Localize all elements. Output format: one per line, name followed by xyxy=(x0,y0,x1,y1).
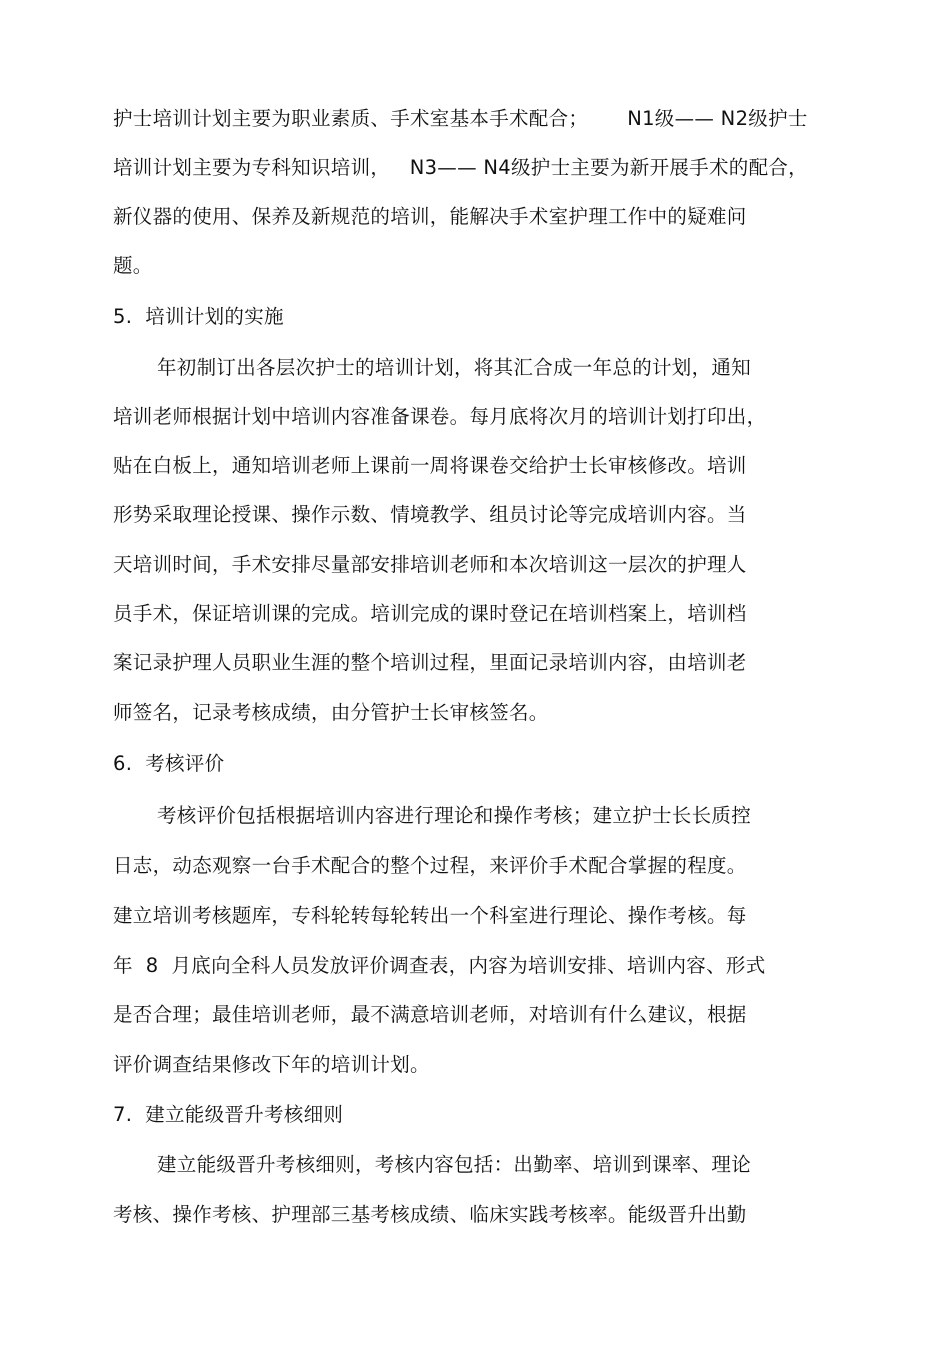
text-line: 建立能级晋升考核细则，考核内容包括：出勤率、培训到课率、理论 xyxy=(157,1153,752,1176)
text-line: 题。 xyxy=(113,254,153,277)
text-line: 培训老师根据计划中培训内容准备课卷。每月底将次月的培训计划打印出， xyxy=(113,405,767,428)
text-line: 年 8 月底向全科人员发放评价调查表，内容为培训安排、培训内容、形式 xyxy=(113,954,766,977)
text-line: 是否合理；最佳培训老师，最不满意培训老师，对培训有什么建议，根据 xyxy=(113,1003,747,1026)
section-heading: 6. 考核评价 xyxy=(113,752,225,775)
text-line: 员手术，保证培训课的完成。培训完成的课时登记在培训档案上，培训档 xyxy=(113,602,747,625)
text-line: 案记录护理人员职业生涯的整个培训过程，里面记录培训内容，由培训老 xyxy=(113,651,747,674)
text-line: 天培训时间，手术安排尽量部安排培训老师和本次培训这一层次的护理人 xyxy=(113,553,747,576)
text-line: 师签名，记录考核成绩，由分管护士长审核签名。 xyxy=(113,701,549,724)
section-heading: 5. 培训计划的实施 xyxy=(113,305,284,328)
text-line: 评价调查结果修改下年的培训计划。 xyxy=(113,1053,430,1076)
text-line: 培训计划主要为专科知识培训， N3—— N4级护士主要为新开展手术的配合， xyxy=(113,156,808,179)
text-line: 建立培训考核题库，专科轮转每轮转出一个科室进行理论、操作考核。每 xyxy=(113,904,747,927)
text-line: 考核评价包括根据培训内容进行理论和操作考核；建立护士长长质控 xyxy=(157,804,752,827)
section-heading: 7. 建立能级晋升考核细则 xyxy=(113,1103,344,1126)
text-line: 日志，动态观察一台手术配合的整个过程，来评价手术配合掌握的程度。 xyxy=(113,854,747,877)
text-line: 年初制订出各层次护士的培训计划，将其汇合成一年总的计划，通知 xyxy=(157,356,752,379)
text-line: 形势采取理论授课、操作示数、情境教学、组员讨论等完成培训内容。当 xyxy=(113,503,747,526)
text-line: 新仪器的使用、保养及新规范的培训，能解决手术室护理工作中的疑难问 xyxy=(113,205,747,228)
text-line: 护士培训计划主要为职业素质、手术室基本手术配合； N1级—— N2级护士 xyxy=(113,107,808,130)
text-line: 贴在白板上，通知培训老师上课前一周将课卷交给护士长审核修改。培训 xyxy=(113,454,747,477)
text-line: 考核、操作考核、护理部三基考核成绩、临床实践考核率。能级晋升出勤 xyxy=(113,1203,747,1226)
